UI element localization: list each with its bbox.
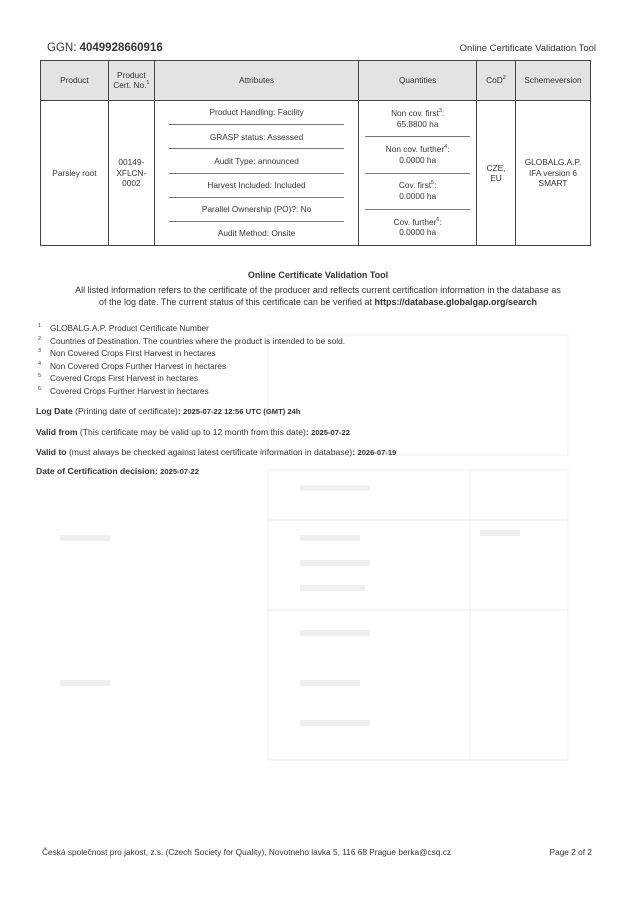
product-cell: Parsley root: [41, 101, 109, 246]
footnote-item: 1 GLOBALG.A.P. Product Certificate Number: [38, 323, 209, 333]
quantities-cell: [359, 101, 477, 246]
attribute-item: Audit Method: Onsite: [217, 228, 296, 239]
quantity-value: 0.0000 ha: [399, 191, 437, 202]
scheme-cell: GLOBALG.A.P. IFA version 6 SMART: [515, 101, 590, 246]
col-header-attributes: Attributes: [154, 61, 358, 101]
footnote-item: 2 Countries of Destination. The countries where the product is intended to be sold.: [38, 335, 346, 346]
footnote-item: 5 Covered Crops First Harvest in hectares: [38, 373, 199, 383]
footnotes-list: [38, 322, 345, 397]
col-header-quantities: Quantities: [359, 61, 477, 101]
database-url-link[interactable]: https://database.globalgap.org/search: [374, 297, 538, 308]
online-tool-text: [30, 284, 606, 308]
quantity-item: Cov. further$^6$: 0.0000 ha: [393, 216, 442, 238]
col-header-cod: CoD$^2$: [477, 61, 516, 101]
footer-address: Česká společnost pro jakost, z.s. (Czech Society for Quality), Novotneho lavka 5, 116 68 Prague berka@csq.cz: [42, 847, 452, 857]
page-number: Page 2 of 2: [549, 847, 592, 857]
attribute-item: Harvest Included: Included: [169, 174, 344, 198]
quantity-value: 0.0000 ha: [399, 227, 437, 238]
col-header-scheme: Schemeversion: [515, 61, 590, 101]
col-header-product: Product: [41, 61, 109, 101]
quantity-item: Cov. first$^5$: 0.0000 ha: [365, 174, 470, 210]
decision-date-value: 2025-07-22: [160, 467, 200, 476]
cert-no-cell: 00149-XFLCN-0002: [108, 101, 154, 246]
attribute-item: Parallel Ownership (PO)?: No: [169, 198, 344, 222]
certification-decision-date: Date of Certification decision: 2025-07-22: [36, 466, 200, 476]
attributes-cell: [154, 101, 358, 246]
col-header-cert-no: Product Cert. No.$^1$: [108, 61, 154, 101]
log-date: Log Date (Printing date of certificate): 2025-07-22 12:56 UTC (GMT) 24h: [36, 406, 301, 416]
table-row: [41, 101, 591, 246]
quantity-item: Non cov. further$^4$: 0.0000 ha: [365, 137, 470, 173]
ggn-label: GGN:: [47, 42, 80, 54]
online-tool-text-line2: of the log date. The current status of this certificate can be verified at: [98, 297, 375, 308]
header-tool-name: Online Certificate Validation Tool: [459, 43, 596, 54]
attribute-item: Product Handling: Facility: [169, 101, 344, 125]
valid-to-value: 2026-07-19: [357, 448, 397, 457]
online-tool-text-line1: All listed information refers to the certificate of the producer and reflects current certification information in the database as: [75, 285, 561, 295]
table-header-row: [41, 61, 591, 101]
footnote-item: 3 Non Covered Crops First Harvest in hectares: [38, 348, 216, 358]
attribute-item: Audit Type: announced: [169, 149, 344, 173]
quantity-value: 0.0000 ha: [399, 154, 437, 165]
footnote-item: 6 Covered Crops Further Harvest in hectares: [38, 385, 209, 396]
certificate-table: [40, 60, 591, 246]
valid-to: Valid to (must always be checked against latest certificate information in database): 2026-07-19: [36, 447, 397, 457]
quantity-item: Non cov. first$^3$: 65.8800 ha: [365, 101, 470, 137]
valid-from: Valid from (This certificate may be valid up to 12 month from this date): 2025-07-22: [36, 427, 350, 437]
online-tool-title: Online Certificate Validation Tool: [247, 270, 389, 280]
ggn-header: [47, 42, 163, 54]
log-date-value: 2025-07-22 12:56 UTC (GMT) 24h: [183, 407, 301, 416]
valid-from-value: 2025-07-22: [311, 428, 350, 437]
cod-cell: CZE, EU: [477, 101, 516, 246]
attribute-item: GRASP status: Assessed: [169, 125, 344, 149]
quantity-value: 65.8800 ha: [396, 118, 439, 129]
ggn-number: 4049928660916: [79, 42, 163, 54]
footnote-item: 4 Non Covered Crops Further Harvest in hectares: [38, 360, 227, 371]
